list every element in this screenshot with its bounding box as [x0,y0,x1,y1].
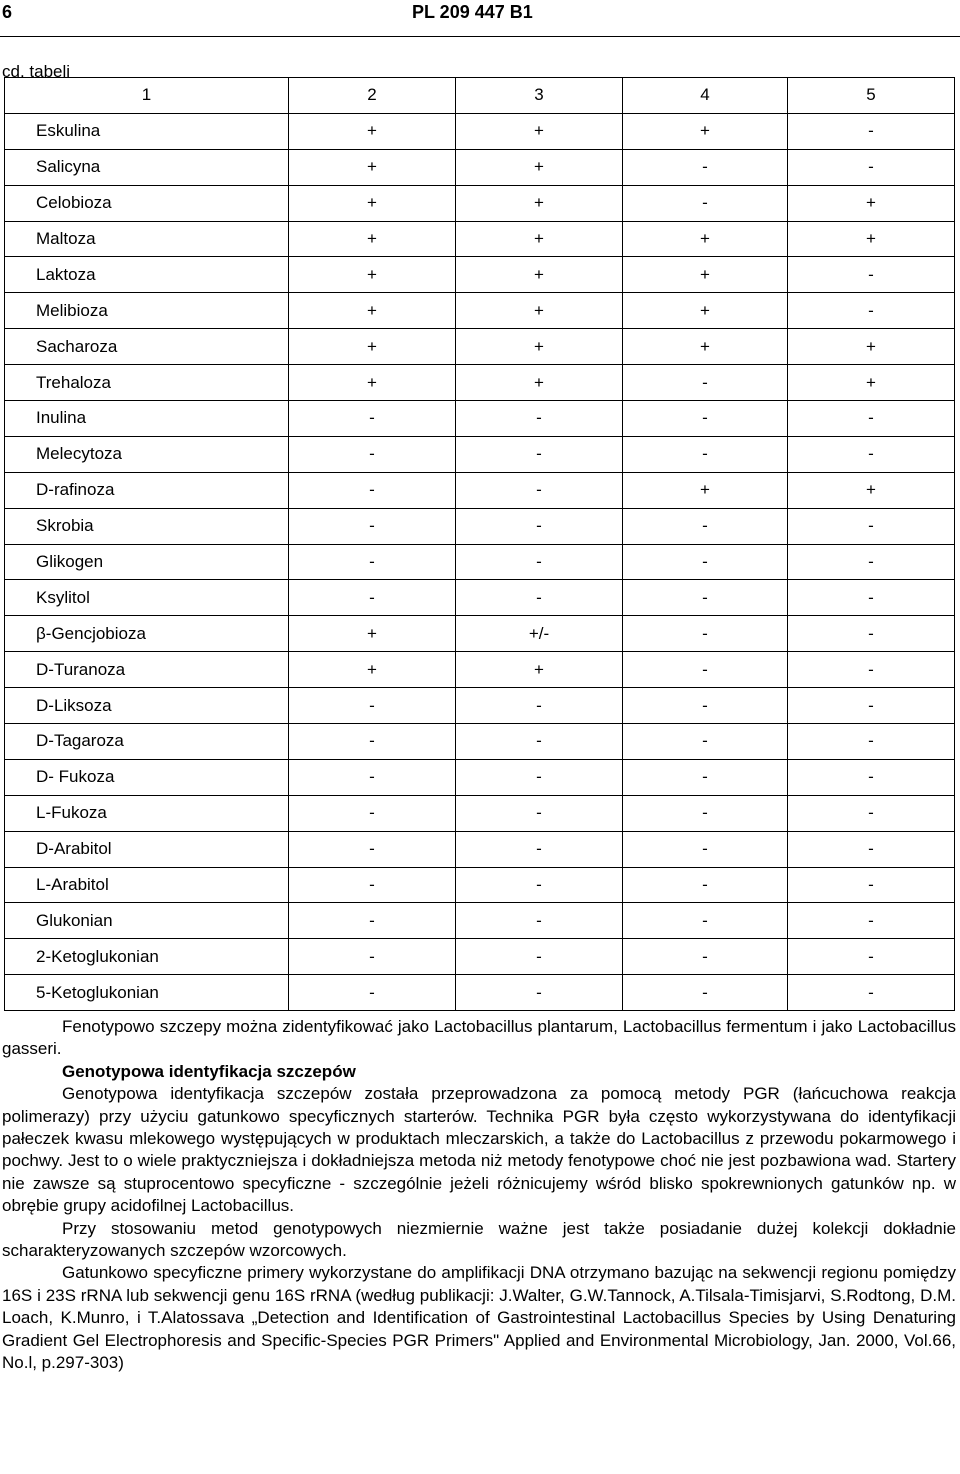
paragraph-phenotype: Fenotypowo szczepy można zidentyfikować jako Lactobacillus plantarum, Lactobacillus fermentum i jako Lactobacillus gasseri. [2,1017,956,1059]
result-cell: - [788,580,955,616]
table-row [5,365,955,401]
table-row [5,939,955,975]
compound-name-cell: Celobioza [5,185,289,221]
result-cell: - [456,903,623,939]
compound-name-cell: D- Fukoza [5,759,289,795]
result-cell: - [456,975,623,1011]
table-row [5,652,955,688]
table-row [5,293,955,329]
column-header: 1 [5,78,289,114]
column-header: 4 [623,78,788,114]
table-row [5,472,955,508]
table-row [5,329,955,365]
result-cell: - [456,472,623,508]
result-cell: - [456,508,623,544]
result-cell: - [456,939,623,975]
result-cell: - [289,688,456,724]
fermentation-table [4,77,955,1011]
result-cell: + [623,221,788,257]
compound-name-cell: Trehaloza [5,365,289,401]
result-cell: + [289,652,456,688]
result-cell: - [788,652,955,688]
section-heading: Genotypowa identyfikacja szczepów [62,1061,356,1081]
table-row [5,795,955,831]
result-cell: - [289,759,456,795]
result-cell: + [623,113,788,149]
result-cell: - [788,544,955,580]
result-cell: - [788,436,955,472]
compound-name-cell: Maltoza [5,221,289,257]
table-row [5,436,955,472]
result-cell: + [456,185,623,221]
result-cell: - [623,652,788,688]
table-row [5,759,955,795]
result-cell: - [623,185,788,221]
result-cell: - [788,257,955,293]
result-cell: - [623,867,788,903]
result-cell: - [289,724,456,760]
result-cell: - [456,795,623,831]
result-cell: - [788,903,955,939]
compound-name-cell: Glukonian [5,903,289,939]
header-rule [0,36,960,37]
table-row [5,149,955,185]
body-text [2,1016,956,1375]
result-cell: - [788,724,955,760]
result-cell: - [623,831,788,867]
result-cell: - [788,616,955,652]
column-header: 2 [289,78,456,114]
result-cell: + [456,293,623,329]
result-cell: - [623,688,788,724]
result-cell: - [289,903,456,939]
table-row [5,580,955,616]
result-cell: + [788,365,955,401]
table-row [5,185,955,221]
compound-name-cell: Laktoza [5,257,289,293]
result-cell: + [623,472,788,508]
result-cell: - [623,616,788,652]
result-cell: - [788,975,955,1011]
result-cell: + [289,185,456,221]
table-header-row [5,78,955,114]
patent-number: PL 209 447 B1 [412,2,533,22]
compound-name-cell: D-Tagaroza [5,724,289,760]
result-cell: + [456,365,623,401]
column-header: 3 [456,78,623,114]
column-header: 5 [788,78,955,114]
result-cell: - [623,544,788,580]
table-row [5,221,955,257]
result-cell: + [456,113,623,149]
compound-name-cell: D-Liksoza [5,688,289,724]
compound-name-cell: Sacharoza [5,329,289,365]
result-cell: + [788,185,955,221]
result-cell: - [623,580,788,616]
result-cell: + [456,652,623,688]
result-cell: - [788,688,955,724]
table-continuation-label: cd. tabeli [2,62,71,81]
result-cell: - [289,975,456,1011]
result-cell: - [623,436,788,472]
result-cell: - [623,401,788,437]
table-row [5,113,955,149]
result-cell: - [623,795,788,831]
result-cell: + [788,329,955,365]
compound-name-cell: D-Arabitol [5,831,289,867]
result-cell: - [788,831,955,867]
result-cell: - [289,544,456,580]
compound-name-cell: Inulina [5,401,289,437]
paragraph-genotype: Genotypowa identyfikacja szczepów została przeprowadzona za pomocą metody PGR (łańcuchowa reakcja polimerazy) przy użyciu gatunkowo specyficznych starterów. Technika PGR była często wykorzystywana do identyfikacji pałeczek kwasu mlekowego występujących w produktach mleczarskich, a także do Lactobacillus z przewodu pokarmowego i pochwy. Jest to o wiele praktyczniejsza i dokładniejsza metoda niż metody fenotypowe choć nie jest pozbawiona wad. Startery nie zawsze są stuprocentowo specyficzne - szczególnie jeżeli różnicujemy wśród blisko spokrewnionych gatunków np. w obrębie grupy acidofilnej Lactobacillus. [2,1084,956,1216]
result-cell: - [623,149,788,185]
result-cell: + [289,257,456,293]
table-row [5,401,955,437]
result-cell: - [788,293,955,329]
compound-name-cell: Ksylitol [5,580,289,616]
result-cell: - [788,759,955,795]
result-cell: - [623,975,788,1011]
compound-name-cell: β-Gencjobioza [5,616,289,652]
result-cell: - [289,795,456,831]
table-row [5,616,955,652]
result-cell: - [289,401,456,437]
result-cell: + [289,113,456,149]
compound-name-cell: Skrobia [5,508,289,544]
table-row [5,544,955,580]
result-cell: - [456,436,623,472]
result-cell: + [788,472,955,508]
result-cell: - [788,795,955,831]
result-cell: - [289,472,456,508]
result-cell: - [456,401,623,437]
result-cell: - [289,580,456,616]
result-cell: - [456,580,623,616]
table-row [5,903,955,939]
result-cell: - [623,939,788,975]
result-cell: + [289,365,456,401]
result-cell: + [289,329,456,365]
result-cell: + [456,221,623,257]
compound-name-cell: D-rafinoza [5,472,289,508]
paragraph-primers: Gatunkowo specyficzne primery wykorzystane do amplifikacji DNA otrzymano bazując na sekwencji regionu pomiędzy 16S i 23S rRNA lub sekwencji genu 16S rRNA (według publikacji: J.Walter, G.W.Tannock, A.Tilsala-Timisjarvi, S.Rodtong, D.M. Loach, K.Munro, i T.Alatossava „Detection and Identification of Gastrointestinal Lactobacillus Species by Using Denaturing Gradient Gel Electrophoresis and Specific-Species PGR Primers" Applied and Environmental Microbiology, Jan. 2000, Vol.66, No.l, p.297-303) [2,1263,956,1373]
table-row [5,724,955,760]
result-cell: + [289,616,456,652]
result-cell: + [623,293,788,329]
table-row [5,508,955,544]
result-cell: + [788,221,955,257]
result-cell: - [456,724,623,760]
table-row [5,688,955,724]
table-row [5,831,955,867]
result-cell: - [623,365,788,401]
result-cell: + [456,329,623,365]
result-cell: - [788,508,955,544]
result-cell: - [289,867,456,903]
result-cell: + [456,257,623,293]
result-cell: + [289,293,456,329]
result-cell: - [623,903,788,939]
compound-name-cell: Eskulina [5,113,289,149]
result-cell: - [456,831,623,867]
table-row [5,257,955,293]
result-cell: - [623,508,788,544]
result-cell: - [788,939,955,975]
result-cell: - [289,939,456,975]
compound-name-cell: 2-Ketoglukonian [5,939,289,975]
result-cell: + [456,149,623,185]
compound-name-cell: L-Fukoza [5,795,289,831]
compound-name-cell: 5-Ketoglukonian [5,975,289,1011]
result-cell: - [289,436,456,472]
result-cell: - [788,867,955,903]
compound-name-cell: Glikogen [5,544,289,580]
result-cell: - [289,831,456,867]
compound-name-cell: Melecytoza [5,436,289,472]
table-row [5,867,955,903]
result-cell: + [623,329,788,365]
table-row [5,975,955,1011]
result-cell: - [456,688,623,724]
compound-name-cell: L-Arabitol [5,867,289,903]
compound-name-cell: Salicyna [5,149,289,185]
result-cell: - [456,544,623,580]
result-cell: - [456,759,623,795]
paragraph-reference-strains: Przy stosowaniu metod genotypowych niezmiernie ważne jest także posiadanie dużej kolekcji dokładnie scharakteryzowanych szczepów wzorcowych. [2,1218,956,1261]
result-cell: - [623,724,788,760]
result-cell: + [623,257,788,293]
result-cell: - [456,867,623,903]
result-cell: - [788,149,955,185]
result-cell: +/- [456,616,623,652]
result-cell: - [289,508,456,544]
page-number: 6 [2,2,13,22]
result-cell: - [788,401,955,437]
result-cell: + [289,221,456,257]
result-cell: - [623,759,788,795]
result-cell: + [289,149,456,185]
result-cell: - [788,113,955,149]
compound-name-cell: D-Turanoza [5,652,289,688]
compound-name-cell: Melibioza [5,293,289,329]
